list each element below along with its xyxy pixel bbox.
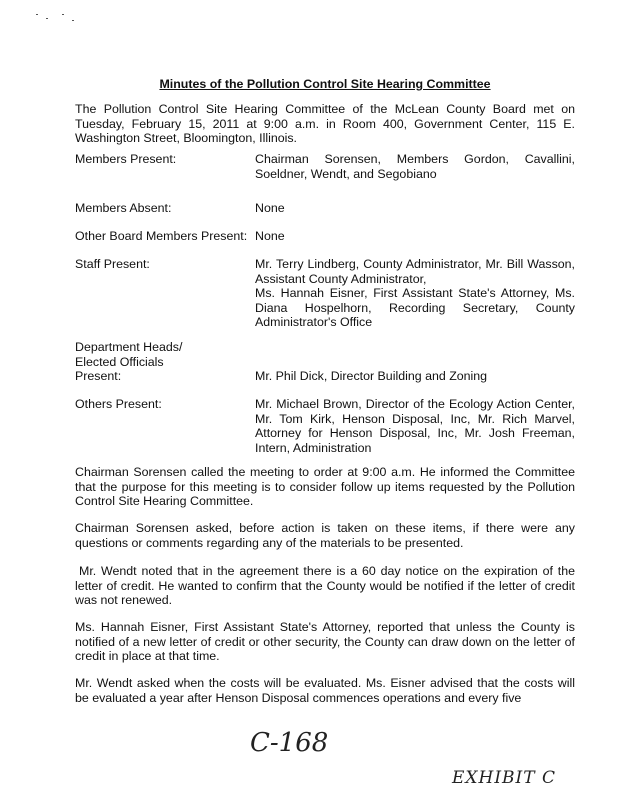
label-line: Department Heads/ (75, 340, 183, 354)
paragraph-costs: Mr. Wendt asked when the costs will be evaluated. Ms. Eisner advised that the costs will be evaluated a year after Henson Disposal commences operations and every five (75, 676, 575, 705)
paragraph-questions: Chairman Sorensen asked, before action is taken on these items, if there were any questions or comments regarding any of the materials to be presented. (75, 521, 575, 550)
paragraph-eisner-report: Ms. Hannah Eisner, First Assistant State's Attorney, reported that unless the County is notified of a new letter of credit or other security, the County can draw down on the letter of credit in place at that time. (75, 620, 575, 664)
members-present-label: Members Present: (75, 152, 177, 166)
staff-present-line1: Mr. Terry Lindberg, County Administrator, Mr. Bill Wasson, Assistant County Administrator, (255, 257, 575, 286)
others-present-label: Others Present: (75, 397, 162, 411)
paragraph-call-to-order: Chairman Sorensen called the meeting to order at 9:00 a.m. He informed the Committee that the purpose for this meeting is to consider follow up items requested by the Pollution Control Site Hearing Committee. (75, 465, 575, 509)
department-heads-value: Mr. Phil Dick, Director Building and Zoning (255, 369, 488, 383)
other-board-members-label: Other Board Members Present: (75, 229, 248, 243)
members-absent-value: None (255, 201, 285, 215)
other-board-members-value: None (255, 229, 285, 243)
department-heads-label (75, 340, 255, 384)
document-title: Minutes of the Pollution Control Site Hearing Committee (159, 77, 491, 91)
label-line: Present: (75, 369, 122, 384)
staff-present-value (255, 257, 575, 330)
intro-paragraph: The Pollution Control Site Hearing Committee of the McLean County Board met on Tuesday, February 15, 2011 at 9:00 a.m. in Room 400, Government Center, 115 E. Washington Street, Bloomington, Illinois. (75, 102, 575, 146)
others-present-value: Mr. Michael Brown, Director of the Ecology Action Center, Mr. Tom Kirk, Henson Disposal, Inc, Mr. Rich Marvel, Attorney for Henson Disposal, Inc, Mr. Josh Freeman, Intern, Administration (255, 397, 575, 455)
staff-present-line2: Ms. Hannah Eisner, First Assistant State's Attorney, Ms. Diana Hospelhorn, Recording Secretary, County Administrator's Office (255, 286, 575, 330)
members-present-value: Chairman Sorensen, Members Gordon, Cavallini, Soeldner, Wendt, and Segobiano (255, 152, 575, 181)
label-line: Elected Officials (75, 354, 164, 369)
staff-present-label: Staff Present: (75, 257, 150, 271)
handwritten-exhibit-label: EXHIBIT C (452, 768, 557, 788)
paragraph-wendt-notice: Mr. Wendt noted that in the agreement there is a 60 day notice on the expiration of the letter of credit. He wanted to confirm that the County would be notified if the letter of credit was not renewed. (75, 564, 575, 608)
members-absent-label: Members Absent: (75, 201, 172, 215)
handwritten-page-mark: C-168 (250, 728, 329, 758)
